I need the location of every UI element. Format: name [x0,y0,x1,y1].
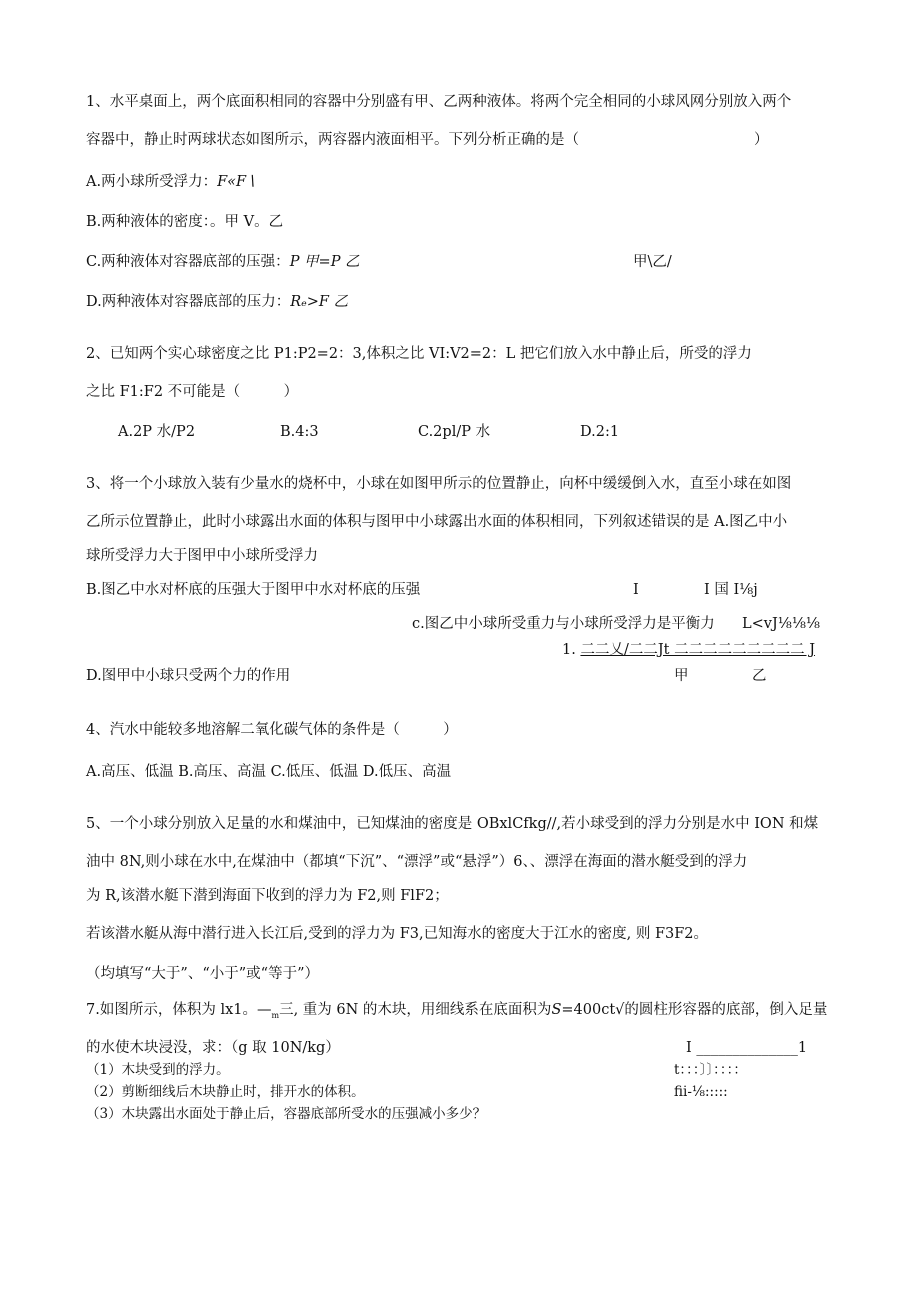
q1-option-c-formula: P 甲=P 乙 [289,254,360,270]
q3-option-d: D.图甲中小球只受两个力的作用 [86,668,291,684]
q3-figure-mark-4 [562,640,815,660]
q2-option-a: A.2P 水/P2 [118,424,196,440]
q1-option-a-formula: F«F∖ [217,174,256,190]
q4-stem: 4、汽水中能较多地溶解二氧化碳气体的条件是（ ） [86,722,458,738]
q7-figure-top: I ______________1 [686,1040,808,1056]
q6-line4: 若该潜水艇从海中潜行进入长江后,受到的浮力为 F3,已知海水的密度大于江水的密度, 则 F3F2。 [86,926,709,942]
q2-stem-line2: 之比 F1:F2 不可能是（ ） [86,384,299,400]
q1-option-d-prefix: D.两种液体对容器底部的压力： [86,294,291,310]
q7-stem-line1 [86,1000,827,1026]
q3-figure-label-jia: 甲 [674,668,689,684]
q1-option-a-prefix: A.两小球所受浮力： [86,174,218,190]
q3-stem-line3: 球所受浮力大于图甲中小球所受浮力 [86,548,318,564]
q7-stem-line1-c: S [551,1002,562,1018]
q3-option-b: B.图乙中水对杯底的压强大于图甲中水对杯底的压强 [86,582,421,598]
q5-line3: 为 R,该潜水艇下潜到海面下收到的浮力为 F2,则 FlF2； [86,888,449,904]
q1-option-c [86,252,360,272]
q7-stem-line2: 的水使木块浸没，求：（g 取 10N/kg） [86,1040,340,1056]
q7-stem-line1-d: =400ct√的圆柱形容器的底部，倒入足量 [561,1002,828,1018]
q3-figure-mark-4-prefix: 1. [562,642,576,658]
q1-stem-line2: 容器中，静止时两球状态如图所示，两容器内液面相平。下列分析正确的是（ [86,132,579,148]
q7-stem-line1-sub: m [271,1010,280,1020]
q7-sub1: （1）木块受到的浮力。 [86,1062,230,1078]
q3-figure-mark-4-line: 二二乂/二二Jt 二二二二二二二二二 J [580,642,816,658]
q7-sub2: （2）剪断细线后木块静止时，排开水的体积。 [86,1084,365,1100]
q7-figure-mid: t：：：〕〕：：：： [674,1062,747,1078]
q7-figure-bottom: fii-⅛::::: [674,1084,728,1100]
q3-figure-mark-3: L<vJ⅛⅛⅛ [742,616,820,632]
q7-stem-line1-a: 7.如图所示，体积为 lx1。— [86,1002,272,1018]
q1-option-d [86,292,348,312]
q3-stem-line2: 乙所示位置静止，此时小球露出水面的体积与图甲中小球露出水面的体积相同，下列叙述错误的是 A.图乙中小 [86,514,788,530]
q2-option-d: D.2:1 [580,424,620,440]
q7-stem-line1-b: 三, 重为 6N 的木块，用细线系在底面积为 [279,1002,552,1018]
q1-option-b: B.两种液体的密度：。甲 V。乙 [86,214,284,230]
q2-option-c: C.2pl/P 水 [418,424,491,440]
q1-stem-line1: 1、水平桌面上，两个底面积相同的容器中分别盛有甲、乙两种液体。将两个完全相同的小球风网分别放入两个 [86,94,792,110]
q1-option-d-formula: Rₑ>F 乙 [290,294,349,310]
q7-sub3: （3）木块露出水面处于静止后，容器底部所受水的压强减小多少？ [86,1106,487,1122]
q5-line2: 油中 8N,则小球在水中,在煤油中（都填“下沉”、“漂浮”或“悬浮”）6、、漂浮在海面的潜水艇受到的浮力 [86,854,748,870]
q1-option-c-prefix: C.两种液体对容器底部的压强： [86,254,290,270]
q1-option-a [86,172,255,192]
q3-option-c: c.图乙中小球所受重力与小球所受浮力是平衡力 [412,616,715,632]
q1-stem-line2-close: ） [754,132,769,148]
q3-figure-mark-1: I [633,582,639,598]
q3-stem-line1: 3、将一个小球放入装有少量水的烧杯中，小球在如图甲所示的位置静止，向杯中缓缓倒入水，直至小球在如图 [86,476,792,492]
q2-option-b: B.4:3 [280,424,319,440]
q1-figure-label: 甲\乙/ [633,254,672,270]
q3-figure-mark-2: I 国 I⅛j [704,582,758,598]
q5-line1: 5、一个小球分别放入足量的水和煤油中，已知煤油的密度是 OBxlCfkg//,若小球受到的浮力分别是水中 ION 和煤 [86,816,819,832]
q4-options: A.高压、低温 B.高压、高温 C.低压、低温 D.低压、高温 [86,764,452,780]
q3-figure-label-yi: 乙 [752,668,767,684]
q6-line5: （均填写“大于”、“小于”或“等于”） [86,966,319,982]
q2-stem-line1: 2、已知两个实心球密度之比 P1:P2=2：3,体积之比 VI:V2=2：L 把它们放入水中静止后，所受的浮力 [86,346,752,362]
